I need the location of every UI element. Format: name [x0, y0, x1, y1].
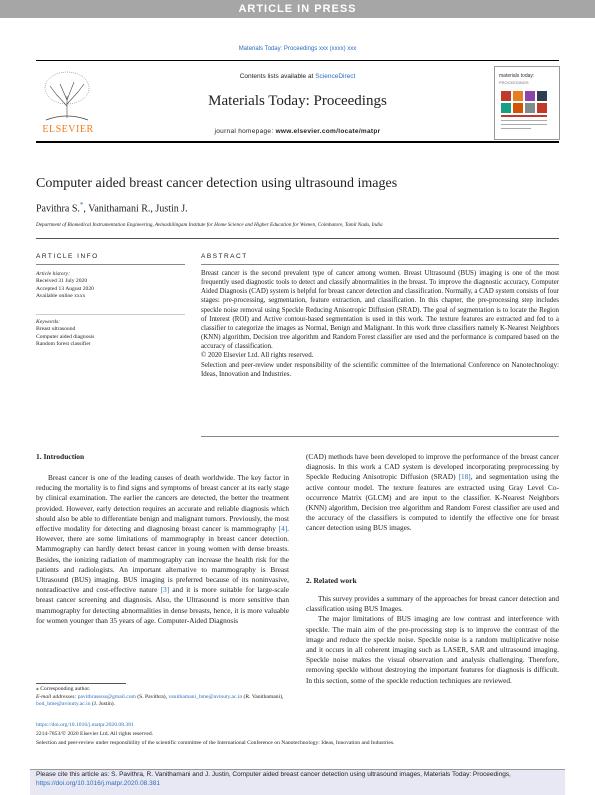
keyword-item: Random forest classifier — [36, 341, 91, 348]
homepage-url[interactable]: www.elsevier.com/locate/matpr — [275, 128, 381, 135]
header-bottom-rule — [36, 141, 559, 143]
right-column-bottom — [306, 594, 559, 686]
elsevier-wordmark: ELSEVIER — [42, 124, 94, 135]
citation-doi-link[interactable]: https://doi.org/10.1016/j.matpr.2020.08.381 — [36, 779, 160, 787]
keywords-label: Keywords: — [36, 319, 61, 325]
issn-line: 2214-7853/© 2020 Elsevier Ltd. All rights reserved. — [36, 731, 154, 737]
doi-link[interactable]: https://doi.org/10.1016/j.matpr.2020.08.381 — [36, 722, 134, 728]
author-first: Pavithra S. — [36, 203, 80, 215]
history-received: Received 31 July 2020 — [36, 278, 88, 285]
article-info-rule — [36, 264, 185, 265]
email-addresses — [36, 694, 296, 709]
related-paragraph-2: The major limitations of BUS imaging are low contrast and interference with speckle. The main aim of the pre-processing step is to improve the contrast of the image and reduce the speckle noise. Speckle noise is a random multiplicative noise and it occurs in all coherent imaging such as LASER, SAR and ultrasound imaging. Speckle noise makes the visual observation and analysis challenging. Therefore, removing speckle without destroying the important features for diagnosis is difficult. In this section, some of the speckle reduction techniques are reviewed. — [306, 614, 559, 685]
intro-text: (CAD) methods have been developed to improve the performance of the breast cancer diagnosis. In this work a CAD system is developed incorporating preprocessing by Speckle Reducing Anisotropic Diffusion (SRAD) — [306, 452, 559, 482]
history-online: Available online xxxx — [36, 293, 86, 300]
abstract-selection: Selection and peer-review under responsibility of the scientific committee of the International Conference on Nanotechnology: Ideas, Innovation and Industries. — [201, 361, 559, 378]
email-owner-3: (J. Justin). — [90, 701, 116, 708]
footnote — [36, 686, 296, 709]
intro-paragraph-continued — [306, 452, 559, 534]
header-top-rule — [36, 60, 559, 61]
section-heading-related-work: 2. Related work — [306, 576, 357, 585]
keywords — [36, 319, 186, 349]
email-label: E-mail addresses: — [36, 693, 78, 700]
intro-text: Breast cancer is one of the leading causes of death worldwide. The key factor in reducing the mortality is to find signs and symptoms of breast cancer at its early stage by clinical examination. The earlier the cancers are detected, the better the treatment provided. However, early detection requires an accurate and reliable diagnosis which should also be able to differentiate benign and malignant tumors. Previously, the most effective modality for detecting and diagnosing breast cancer is mammography — [36, 473, 289, 534]
article-title: Computer aided breast cancer detection using ultrasound images — [36, 176, 398, 191]
abstract-text: Breast cancer is the second prevalent type of cancer among women. Breast Ultrasound (BUS) imaging is one of the most frequently used diagnostic tools to detect and classify abnormalities in the breast. To improve the diagnostic accuracy, Computer Aided Diagnosis (CAD) system is helpful for breast cancer detection and classification. Normally, a CAD system consists of four stages: pre-processing, segmentation, feature extraction, and classification. In this chapter, the pre-processing step includes speckle noise removal using Speckle Reducing Anisotropic Diffusion (SRAD). The goal of segmentation is to locate the Region of Interest (ROI) and Active contour-based segmentation is used in this work. The texture features are extracted and fed to a classifier to categorize the images as Normal, Benign and Malignant. In this work three classifiers namely K-Nearest Neighbors (KNN) algorithm, Decision tree algorithm and Random Forest classifier are used and the performance is compared based on the accuracy of classification. — [201, 270, 559, 351]
related-paragraph-1: This survey provides a summary of the approaches for breast cancer detection and classification using BUS Images. — [306, 594, 559, 614]
email-owner-2: (R. Vanithamani), — [242, 693, 284, 700]
left-column — [36, 473, 289, 626]
email-link-1[interactable]: pavithrasssss@gmail.com — [77, 693, 136, 700]
journal-name: Materials Today: Proceedings — [208, 93, 387, 109]
intro-text: . However, there are some limitations of mammography in breast cancer detection. Mammography can hardly detect breast cancer in young women with dense breasts. Besides, the ionizing radiation of mammography can increase the health risk for the patients and radiologists. An important alternative to mammography is Breast Ultrasound (BUS) imaging. BUS imaging is preferred because of its noninvasive, nonradioactive and cost-effective nature — [36, 524, 289, 595]
intro-paragraph-1 — [36, 473, 289, 626]
keyword-item: Computer aided diagnosis — [36, 333, 95, 340]
contents-line — [110, 73, 485, 80]
email-link-2[interactable]: vanithamani_bme@avinuty.ac.in — [168, 693, 243, 700]
cover-journal-subtitle: PROCEEDINGS — [499, 80, 529, 85]
article-in-press-banner: ARTICLE IN PRESS — [0, 0, 595, 18]
author-list — [36, 201, 559, 214]
article-info-heading: ARTICLE INFO — [36, 253, 99, 260]
footnote-rule — [36, 683, 126, 684]
citation-link-18[interactable]: [18] — [458, 472, 471, 482]
homepage-prefix: journal homepage: — [214, 128, 276, 135]
article-info-divider — [36, 314, 185, 315]
keyword-item: Breast ultrasound — [36, 326, 76, 333]
intro-text: , and segmentation using the active contour model. The texture features are extracted using Gray Level Co-occurrence Matrix (GLCM) and are input to the classifier. K-Nearest Neighbors (KNN) algorithm, Decision tree algorithm and Random Forest classifier are used and the accuracy of the classifiers is computed to identify the effective one for breast cancer detection using BUS images. — [306, 472, 559, 533]
email-link-3[interactable]: bod_bme@avinuty.ac.in — [36, 701, 91, 708]
email-owner-1: (S. Pavithra), — [135, 693, 169, 700]
abstract-body — [201, 269, 559, 379]
corresponding-author-mark[interactable]: * — [79, 201, 84, 209]
running-head[interactable]: Materials Today: Proceedings xxx (xxxx) xxx — [238, 46, 357, 52]
corresponding-author-note: ⁎ Corresponding author. — [36, 686, 91, 692]
cover-journal-title: materials today: — [499, 73, 535, 79]
author-rest: , Vanithamani R., Justin J. — [83, 203, 188, 215]
contents-prefix: Contents lists available at — [239, 73, 316, 80]
history-accepted: Accepted 13 August 2020 — [36, 285, 94, 292]
journal-homepage — [110, 128, 485, 135]
title-separator — [36, 238, 559, 239]
selection-note: Selection and peer-review under responsibility of the scientific committee of the International Conference on Nanotechnology: Ideas, Innovation and Industries. — [36, 740, 395, 746]
history-label: Article history: — [36, 271, 71, 277]
section-heading-introduction: 1. Introduction — [36, 452, 85, 461]
abstract-rule — [201, 264, 559, 265]
affiliation: Department of Biomedical Instrumentation Engineering, Avinashilingam Institute for Home Science and Higher Education for Women, Coimbatore, Tamil Nadu, India — [36, 222, 383, 228]
sciencedirect-link[interactable]: ScienceDirect — [315, 73, 356, 80]
abstract-copyright: © 2020 Elsevier Ltd. All rights reserved. — [201, 352, 314, 360]
citation-link-4[interactable]: [4] — [278, 524, 288, 534]
citation-prefix: Please cite this article as: S. Pavithra, R. Vanithamani and J. Justin, Computer aided breast cancer detection using ultrasound images, Materials Today: Proceedings, — [36, 771, 511, 778]
abstract-bottom-rule — [201, 436, 559, 437]
cover-artwork-icon — [499, 89, 555, 135]
journal-cover-thumbnail[interactable] — [494, 66, 560, 140]
article-history — [36, 271, 186, 301]
citation-text — [36, 771, 559, 788]
elsevier-logo — [36, 66, 98, 136]
intro-text: and it is more suitable for large-scale breast cancer screening and diagnosis. Also, the Ultrasound is more sensitive than mammography for detecting abnormalities in dense breasts, hence, it is more valuable for women younger than 35 years of age. Computer-Aided Diagnosis — [36, 585, 289, 625]
abstract-heading: ABSTRACT — [201, 253, 248, 260]
right-column-top — [306, 452, 559, 534]
citation-link-3[interactable]: [3] — [160, 585, 170, 595]
